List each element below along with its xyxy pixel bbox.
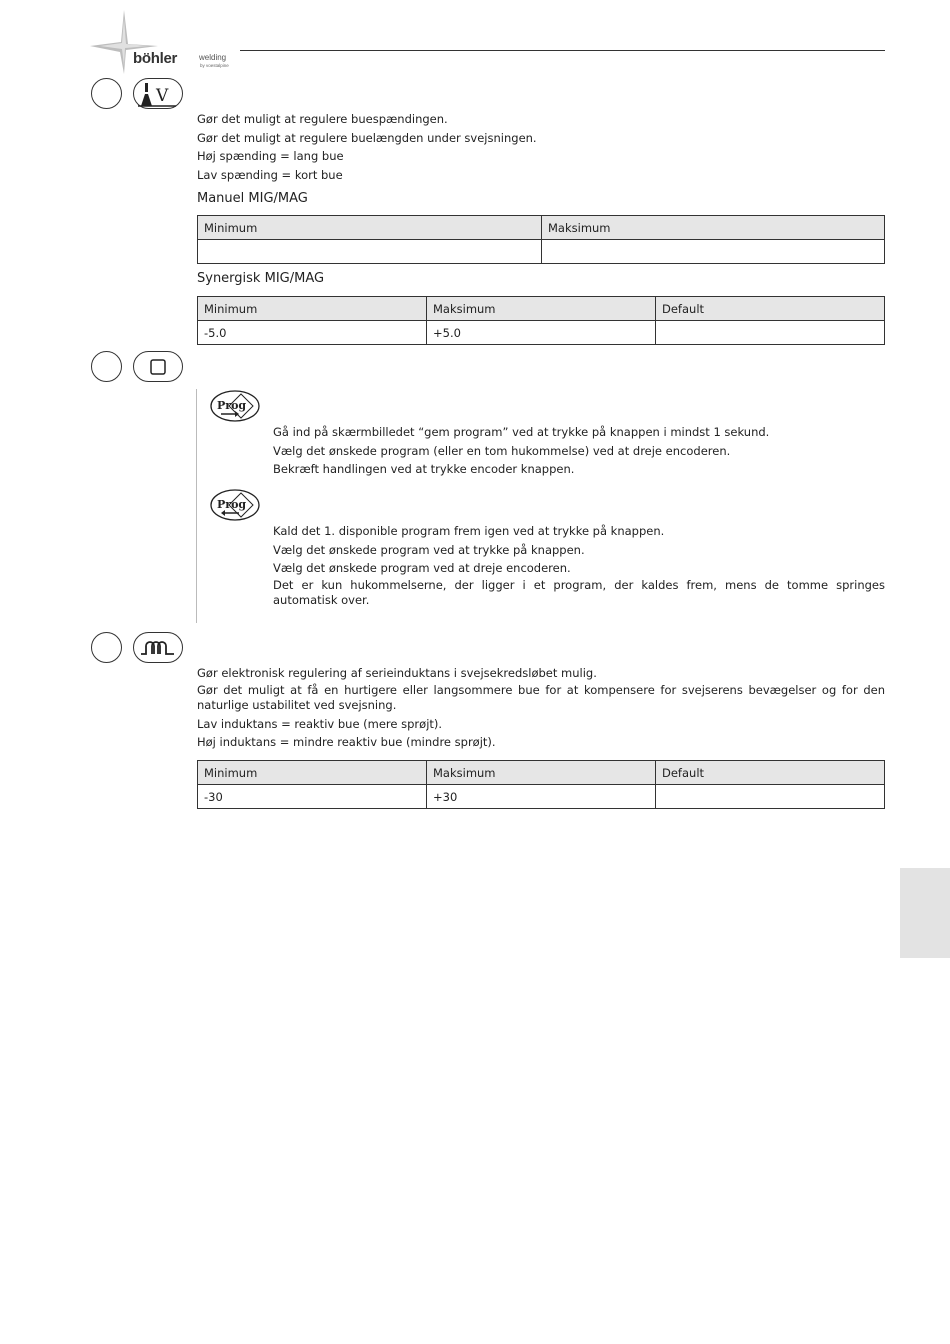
inductance-coil-icon (138, 637, 178, 659)
text-line: Høj induktans = mindre reaktiv bue (mindre sprøjt). (197, 735, 496, 749)
square-icon (149, 358, 167, 376)
section-marker-inductance (91, 632, 122, 663)
synergic-mig-heading: Synergisk MIG/MAG (197, 271, 325, 286)
text-line: Lav induktans = reaktiv bue (mere sprøjt). (197, 716, 443, 731)
text-line: Vælg det ønskede program ved at dreje encoderen. (273, 561, 571, 575)
svg-text:V: V (156, 85, 169, 106)
brand-name: böhler (133, 50, 178, 67)
program-button (133, 351, 183, 382)
table-cell: -30 (198, 785, 427, 809)
language-side-tab (900, 868, 950, 958)
table-header: Maksimum (542, 216, 885, 240)
synergic-mig-table (197, 296, 885, 345)
table-cell (198, 240, 542, 264)
table-cell: -5.0 (198, 321, 427, 345)
section-marker-program (91, 351, 122, 382)
table-header: Default (656, 297, 885, 321)
header-rule (240, 50, 885, 51)
prog-load-icon (209, 488, 261, 522)
brand-tagline: by voestalpine (200, 63, 229, 68)
program-divider (196, 389, 197, 623)
table-cell (656, 321, 885, 345)
prog-save-icon (209, 389, 261, 423)
prog-load-label: Prog (217, 498, 247, 511)
voltage-button (133, 78, 183, 109)
voltage-description (197, 110, 885, 184)
text-line: Det er kun hukommelserne, der ligger i et program, der kaldes frem, mens de tomme springes automatisk over. (273, 577, 885, 607)
text-line: Bekræft handlingen ved at trykke encoder knappen. (273, 462, 575, 476)
table-cell (542, 240, 885, 264)
text-line: Kald det 1. disponible program frem igen ved at trykke på knappen. (273, 524, 665, 538)
text-line: Gør det muligt at få en hurtigere eller langsommere bue for at kompensere for svejserens bevægelser og for den naturlige ustabilitet ved svejsning. (197, 682, 885, 712)
text-line: Høj spænding = lang bue (197, 149, 344, 163)
table-cell: +30 (427, 785, 656, 809)
text-line: Gå ind på skærmbilledet “gem program” ved at trykke på knappen i mindst 1 sekund. (273, 425, 770, 439)
text-line: Vælg det ønskede program (eller en tom hukommelse) ved at dreje encoderen. (273, 443, 731, 458)
brand-sub: welding (199, 53, 227, 62)
inductance-table (197, 760, 885, 809)
table-cell: +5.0 (427, 321, 656, 345)
table-row (198, 240, 885, 264)
section-marker-voltage (91, 78, 122, 109)
table-header: Minimum (198, 297, 427, 321)
table-header: Maksimum (427, 297, 656, 321)
table-header: Maksimum (427, 761, 656, 785)
prog-save-description (273, 423, 885, 479)
arc-voltage-icon (136, 80, 180, 108)
text-line: Lav spænding = kort bue (197, 167, 343, 182)
prog-load-description (273, 522, 885, 608)
inductance-button (133, 632, 183, 663)
table-row (198, 321, 885, 345)
table-header: Default (656, 761, 885, 785)
text-line: Vælg det ønskede program ved at trykke på knappen. (273, 542, 585, 557)
table-cell (656, 785, 885, 809)
text-line: Gør det muligt at regulere buespændingen. (197, 112, 448, 126)
manual-mig-heading: Manuel MIG/MAG (197, 191, 308, 206)
inductance-description (197, 664, 885, 752)
prog-save-label: Prog (217, 399, 247, 412)
table-header: Minimum (198, 761, 427, 785)
table-header: Minimum (198, 216, 542, 240)
manual-mig-table (197, 215, 885, 264)
text-line: Gør elektronisk regulering af serieinduktans i svejsekredsløbet mulig. (197, 666, 597, 680)
table-row (198, 785, 885, 809)
text-line: Gør det muligt at regulere buelængden under svejsningen. (197, 130, 537, 145)
